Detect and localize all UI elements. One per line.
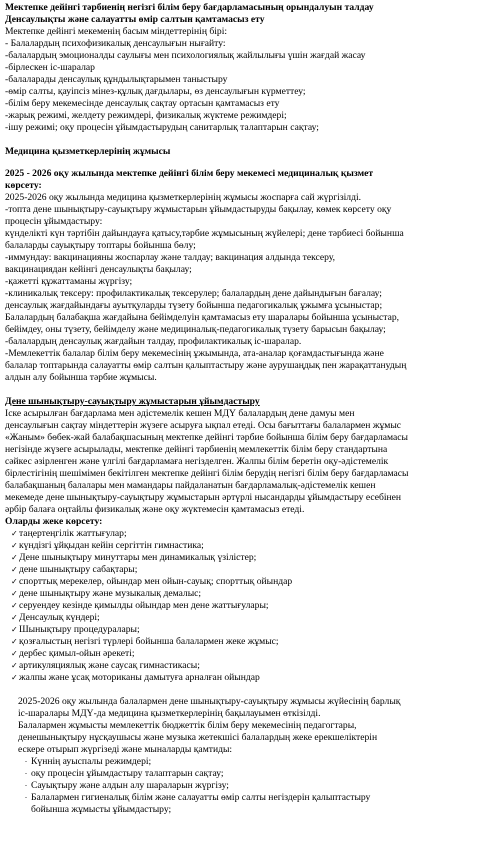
section-subtitle: Денсаулықты және салауатты өмір салтын қамтамасыз ету — [5, 14, 265, 25]
checkmark-icon: ✓ — [11, 649, 18, 658]
text-line: мекемеде дене шынықтыру-сауықтыру жұмыстарын әртүрлі нысандарды ұйымдастыру есебінен — [5, 492, 402, 503]
dash-list-item — [5, 756, 492, 768]
checklist-item — [5, 660, 492, 672]
dash-list-item-label: оқу процесін ұйымдастыру талаптарын сақтау; — [31, 768, 224, 779]
checklist-item-label: дербес қимыл-ойын әрекеті; — [19, 648, 135, 659]
checkmark-icon: ✓ — [11, 673, 18, 682]
dash-list-item-label: Сауықтыру және алдын алу шараларын жүргізу; — [31, 780, 229, 791]
dash-list-item-continuation: бойынша жұмысты ұйымдастыру; — [31, 804, 172, 815]
checklist-item-label: Денсаулық күндері; — [19, 612, 100, 623]
text-line: балаларды сауықтыру топтары бойынша бөлу; — [5, 240, 196, 251]
text-line: денсаулығын сақтау міндеттерін жүзеге асыруға ықпал етеді. Осы бағыттағы балалармен жұмыс — [5, 420, 402, 431]
checklist-item — [5, 636, 492, 648]
dash-list-item-label: Балалармен гигиеналық білім және салауатты өмір салты негіздерін қалыптастыру — [31, 792, 371, 803]
bullet-icon: - — [25, 759, 27, 765]
dash-list-item — [5, 792, 492, 804]
text-line: -иммундау: вакцинацияны жоспарлау және талдау; вакцинация алдында тексеру, — [5, 252, 336, 263]
text-line: Балалармен жұмысты мемлекеттік бюджеттік білім беру мекемесінің педагогтары, — [18, 720, 357, 731]
text-line: Іске асырылған бағдарлама мен әдістемелік кешен МДҮ балалардың дене дамуы мен — [5, 408, 355, 419]
text-line: -клиникалық тексеру: профилактикалық тексерулер; балалардың дене дайындығын бағалау; — [5, 288, 382, 299]
text-line: Мектепке дейінгі мекеменің басым міндеттерінің бірі: — [5, 26, 228, 37]
checklist-item — [5, 672, 492, 684]
checklist-item-label: жалпы және ұсақ моториканы дамытуға арналған ойындар — [19, 672, 260, 683]
text-line: балалар топтарында салауатты өмір салтын қалыптастыру және аурушаңдық пен жарақаттанудың — [5, 360, 407, 371]
section-subtitle: 2025 - 2026 оқу жылында мектепке дейінгі білім беру мекемесі медициналық қызмет — [5, 168, 374, 179]
checkmark-icon: ✓ — [11, 541, 18, 550]
text-line: денсаулық жағдайындағы ауытқуларды түзету бойынша педагогикалық ұжымға ұсыныстар; — [5, 300, 383, 311]
checkmark-icon: ✓ — [11, 613, 18, 622]
checklist-item-label: дене шынықтыру сабақтары; — [19, 564, 138, 575]
section-title: Медицина қызметкерлерінің жұмысы — [5, 146, 171, 157]
text-line: -балаларады денсаулық құндылықтарымен таныстыру — [5, 74, 228, 85]
text-line: іс-шаралары МДҮ-да медицина қызметкерлерінің бақылауымен өткізілді. — [18, 708, 321, 719]
text-line: негізінде жүзеге асырылады, мектепке дейінгі тәрбиенің мемлекеттік білім беру стандартына — [5, 444, 388, 455]
text-line: -балалардың эмоционалды саулығы мен психологиялық жайлылығы үшін жағдай жасау — [5, 50, 366, 61]
section-subtitle: көрсету: — [5, 180, 42, 191]
checklist-item — [5, 552, 492, 564]
bullet-icon: - — [25, 771, 27, 777]
text-line: әрбір балаға оңтайлы физикалық және оқу жүктемесін қамтамасыз етеді. — [5, 504, 305, 515]
checklist-item — [5, 564, 492, 576]
text-line: -Мемлекеттік балалар білім беру мекемесінің ұжымында, ата-аналар қоғамдастығында және — [5, 348, 384, 359]
checklist-item-label: қозғалыстың негізгі түрлері бойынша балалармен жеке жұмыс; — [19, 636, 279, 647]
checklist-item — [5, 528, 492, 540]
text-line: денешынықтыру нұсқаушысы және музыка жетекшісі балалардың жеке ерекшеліктерін — [18, 732, 378, 743]
text-line: -өмір салты, қауіпсіз мінез-құлық дағдылары, өз денсаулығын күрметтеу; — [5, 86, 306, 97]
text-line: процесін ұйымдастыру: — [5, 216, 103, 227]
text-line: вакцинациядан кейінгі денсаулықты бақылау; — [5, 264, 192, 275]
text-line: -қажетті құжаттаманы жүргізу; — [5, 276, 133, 287]
text-line: ескере отырып жүргізеді және мыналарды қамтиды: — [18, 744, 233, 755]
text-line: «Жаным» бөбек-жай балабақшасының мектепке дейінгі тәрбие бойынша білім беру бағдарламасы — [5, 432, 408, 443]
checkmark-icon: ✓ — [11, 661, 18, 670]
checklist-item — [5, 648, 492, 660]
checkmark-icon: ✓ — [11, 637, 18, 646]
list-title: Оларды жеке көрсету: — [5, 516, 103, 527]
checklist-item-label: күндізгі ұйқыдан кейін сергіттін гимнастика; — [19, 540, 204, 551]
text-line: алдын алу бойынша тәрбие жұмысы. — [5, 372, 157, 383]
text-line: -жарық режимі, желдету режимдері, физикалық жүктеме режимдері; — [5, 110, 287, 121]
checkmark-icon: ✓ — [11, 589, 18, 598]
text-line: 2025-2026 оқу жылында балалармен дене шынықтыру-сауықтыру жұмысы жүйесінің барлық — [18, 696, 401, 707]
bullet-icon: - — [25, 795, 27, 801]
dash-list-item — [5, 780, 492, 792]
text-line: бірлестігінің шешімімен бекітілген мектепке дейінгі білім берудің негізгі білім беру бағдарламасы — [5, 468, 409, 479]
text-line: -ішу режимі; оқу процесін ұйымдастырудың санитарлық талаптарын сақтау; — [5, 122, 319, 133]
checkmark-icon: ✓ — [11, 577, 18, 586]
section-title: Мектепке дейінгі тәрбиенің негізгі білім беру бағдарламасының орындалуын талдау — [5, 2, 374, 13]
dash-list-item — [5, 768, 492, 780]
checkmark-icon: ✓ — [11, 601, 18, 610]
checklist-item-label: таңертеңгілік жаттығулар; — [19, 528, 127, 539]
text-line: 2025-2026 оқу жылында медицина қызметкерлерінің жұмысы жоспарға сай жүргізілді. — [5, 192, 362, 203]
checklist-item — [5, 540, 492, 552]
text-line: Балалардың балабақша жағдайына бейімделуін қамтамасыз ету шаралары бойынша ұсыныстар, — [5, 312, 400, 323]
text-line: - Балалардың психофизикалық денсаулығын нығайту: — [5, 38, 226, 49]
checkmark-icon: ✓ — [11, 565, 18, 574]
bullet-icon: - — [25, 783, 27, 789]
checkmark-icon: ✓ — [11, 625, 18, 634]
checklist-item — [5, 588, 492, 600]
text-line: балабақшаның балалары мен мамандары пайдаланатын бағдарламалық-әдістемелік кешен — [5, 480, 376, 491]
checkmark-icon: ✓ — [11, 529, 18, 538]
checklist-item — [5, 576, 492, 588]
checklist-item-label: дене шынықтыру және музыкалық демалыс; — [19, 588, 202, 599]
checklist-item-label: Шынықтыру процедуралары; — [19, 624, 140, 635]
checklist-item — [5, 624, 492, 636]
checklist-item-label: Дене шынықтыру минуттары мен динамикалық үзілістер; — [19, 552, 257, 563]
dash-list-item-label: Күннің ауыспалы режимдері; — [31, 756, 152, 767]
text-line: бейімдеу, оны түзету, бейімделу және медициналық-педагогикалық түзету барысын бақылау; — [5, 324, 386, 335]
checklist-item-label: спорттық мерекелер, ойындар мен ойын-сауық; спорттық ойындар — [19, 576, 293, 587]
text-line: -балалардың денсаулық жағдайын талдау, профилактикалық іс-шаралар. — [5, 336, 302, 347]
checklist-item — [5, 612, 492, 624]
section-title: Дене шынықтыру-сауықтыру жұмыстарын ұйымдастыру — [5, 396, 260, 407]
checklist-item-label: серуендеу кезінде қимылды ойындар мен дене жаттығулары; — [19, 600, 269, 611]
checklist-item — [5, 600, 492, 612]
checklist-item-label: артикуляциялық және саусақ гимнастикасы; — [19, 660, 200, 671]
text-line: -бірлескен іс-шаралар — [5, 62, 95, 73]
text-line: -топта дене шынықтыру-сауықтыру жұмыстарын ұйымдастыруды бақылау, көмек көрсету оқу — [5, 204, 392, 215]
text-line: күнделікті күн тәртібін дайындауға қатысу,тәрбие жұмысының жүйелері; дене тәрбиесі бойынша — [5, 228, 404, 239]
text-line: сәйкес әзірленген және үлгілі бағдарламаға негізделген. Жалпы білім беретін оқу-әдістемелік — [5, 456, 389, 467]
checkmark-icon: ✓ — [11, 553, 18, 562]
text-line: -білім беру мекемесінде денсаулық сақтау ортасын қамтамасыз ету — [5, 98, 280, 109]
